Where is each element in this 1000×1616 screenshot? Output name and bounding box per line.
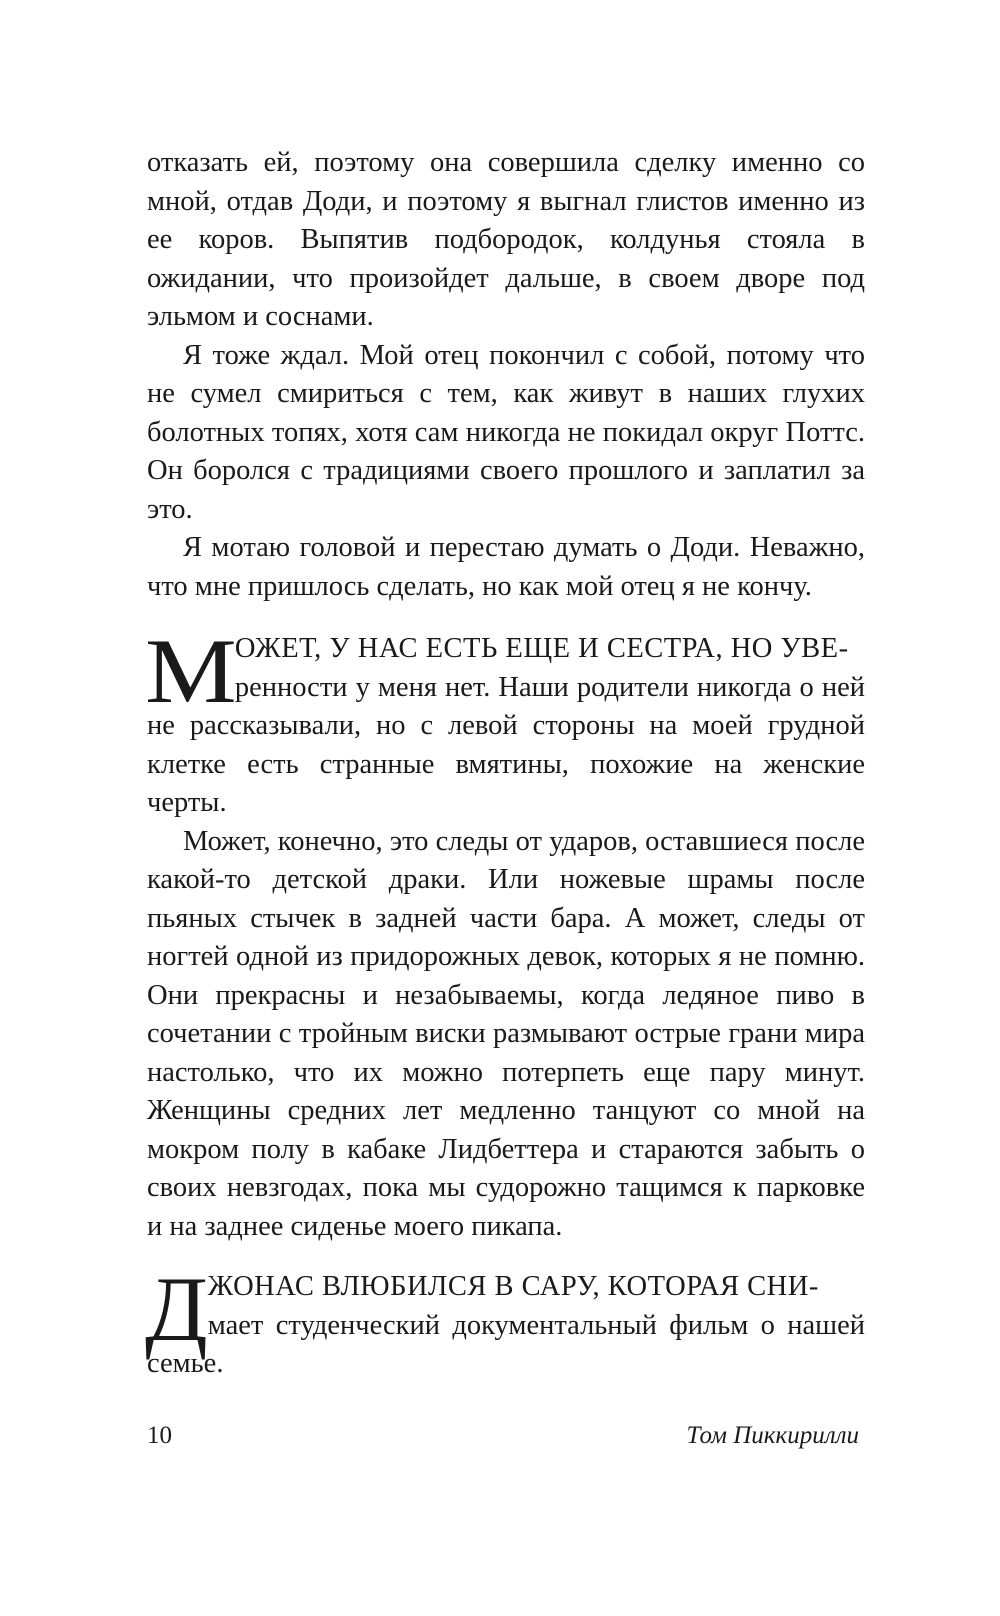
paragraph-with-dropcap (145, 620, 865, 823)
paragraph: Я тоже ждал. Мой отец покончил с собой, потому что не сумел смириться с тем, как живут в наших глухих болотных топях, хотя сам никогда не покидал округ Поттс. Он боролся с традициями своего прошлого и заплатил за это. (147, 339, 865, 525)
small-caps-lead-in: ОЖЕТ, У НАС ЕСТЬ ЕЩЕ И СЕСТРА, НО УВЕ- (234, 633, 849, 664)
drop-cap-letter: М (145, 620, 233, 722)
running-footer-author: Том Пиккирилли (686, 1422, 859, 1449)
paragraph: Может, конечно, это следы от ударов, оставшиеся после какой-то детской драки. Или ножевые шрамы после пьяных стычек в задней части бара. А может, следы от ногтей одной из придорожных девок, которых я не помню. Они прекрасны и незабываемы, когда ледяное пиво в сочетании с тройным виски размывают острые грани мира настолько, что их можно потерпеть еще пару минут. Женщины средних лет медленно танцуют со мной на мокром полу в кабаке Лидбеттера и стараются забыть о своих невзгодах, пока мы судорожно тащимся к парковке и на заднее сиденье моего пикапа. (147, 825, 865, 1242)
text-section-2 (145, 620, 865, 1246)
paragraph: Я мотаю головой и перестаю думать о Доди. Неважно, что мне пришлось сделать, но как мой отец я не кончу. (147, 532, 865, 602)
text-section-1 (147, 144, 865, 606)
page-number: 10 (147, 1422, 172, 1449)
paragraph-continuation: ренности у меня нет. Наши родители никогда о ней не рассказывали, но с левой стороны на моей грудной клетке есть странные вмятины, похожие на женские черты. (147, 671, 865, 818)
text-section-3 (145, 1258, 865, 1384)
paragraph: отказать ей, поэтому она совершила сделку именно со мной, отдав Доди, и поэтому я выгнал глистов именно из ее коров. Выпятив подбородок, колдунья стояла в ожидании, что произойдет дальше, в своем дворе под эльмом и соснами. (147, 147, 865, 332)
page-footer (147, 1416, 865, 1456)
paragraph-with-dropcap (145, 1258, 865, 1384)
paragraph-continuation: мает студенческий документальный фильм о нашей семье. (147, 1309, 865, 1379)
drop-cap-letter: Д (145, 1258, 204, 1360)
small-caps-lead-in: ЖОНАС ВЛЮБИЛСЯ В САРУ, КОТОРАЯ СНИ- (207, 1271, 819, 1302)
